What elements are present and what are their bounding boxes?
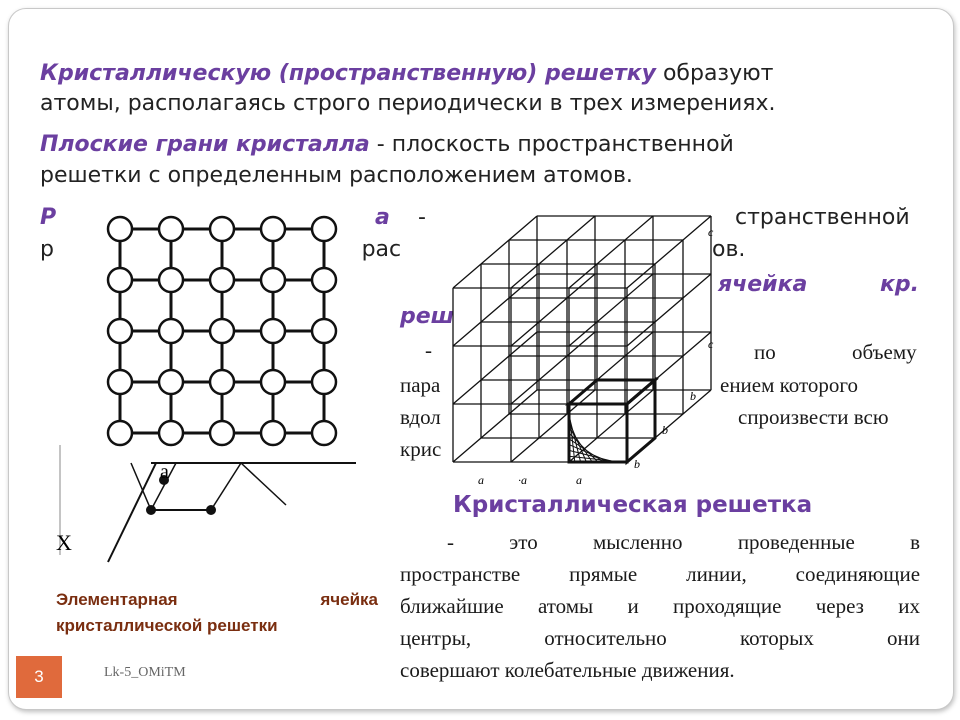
- lattice-atom: [261, 319, 285, 343]
- lattice-atom: [210, 421, 234, 445]
- paragraph-4-term: ячейка: [718, 272, 808, 297]
- definition-word: прямые: [569, 562, 638, 586]
- paragraph-5-frag-3: пара: [400, 373, 441, 397]
- caption-word-2: ячейка: [320, 590, 378, 609]
- cube-label-a-3: a: [576, 473, 582, 486]
- definition-dash: -: [447, 530, 454, 554]
- caption-word-1: Элементарная: [56, 590, 178, 609]
- definition-word: относительно: [544, 626, 667, 650]
- lattice-atom: [108, 319, 132, 343]
- cube-label-c-1: c: [708, 337, 714, 351]
- definition-word: пространстве: [400, 562, 521, 586]
- cube-label-c-2: c: [708, 225, 714, 239]
- lattice-atom: [312, 370, 336, 394]
- cube-label-a-2: ·a: [518, 473, 527, 486]
- definition-word: проведенные: [737, 530, 855, 554]
- definition-word: в: [910, 530, 921, 554]
- figure-caption-line-1: [56, 590, 378, 610]
- lattice-atom: [261, 217, 285, 241]
- paragraph-3-rest: странственной: [735, 205, 910, 230]
- lattice-atom: [159, 319, 183, 343]
- lattice-atom: [312, 421, 336, 445]
- paragraph-3-line-2-end: ов.: [712, 237, 746, 262]
- footer-label: Lk-5_OMiTM: [104, 665, 186, 680]
- paragraph-2-line-1: [40, 132, 734, 157]
- definition-word: ближайшие: [400, 594, 504, 618]
- lattice-atom: [159, 370, 183, 394]
- paragraph-4-term-2: кр.: [880, 272, 920, 297]
- paragraph-5-dash: -: [425, 338, 432, 362]
- definition-line-4: [400, 626, 920, 651]
- figure-caption-line-2: кристаллической решетки: [56, 616, 278, 635]
- lattice-atom: [159, 421, 183, 445]
- lattice-atom: [159, 268, 183, 292]
- lattice-atom: [108, 268, 132, 292]
- square-lattice-figure: [56, 205, 356, 575]
- definition-word: соединяющие: [795, 562, 921, 586]
- paragraph-2-rest: плоскость пространственной: [391, 132, 734, 157]
- paragraph-5-frag-1: по: [754, 340, 776, 364]
- lattice-atom: [210, 370, 234, 394]
- paragraph-3-line-2-mid: м рас: [338, 237, 402, 262]
- lattice-atom: [210, 217, 234, 241]
- cube-label-b-3: b: [690, 389, 696, 403]
- definition-word: центры,: [400, 626, 472, 650]
- paragraph-3-line-2-start: р: [40, 237, 54, 262]
- lattice-atom: [261, 421, 285, 445]
- axis-label-x: X: [56, 530, 72, 555]
- term-crystal-lattice: Кристаллическую (пространственную) решетку: [40, 61, 656, 86]
- cubic-lattice-figure: [438, 204, 738, 486]
- term-flat-faces: Плоские грани кристалла: [40, 132, 370, 157]
- lattice-atom: [312, 319, 336, 343]
- paragraph-1-rest: образуют: [655, 61, 774, 86]
- lattice-atom: [108, 217, 132, 241]
- lattice-atom: [210, 319, 234, 343]
- paragraph-2-dash: -: [369, 132, 392, 157]
- paragraph-4-line-2: реш: [400, 304, 455, 329]
- definition-word: проходящие: [673, 594, 782, 618]
- definition-word: атомы: [537, 594, 594, 618]
- definition-line-3: [400, 594, 920, 619]
- cube-label-a-1: a: [478, 473, 484, 486]
- lattice-atom: [261, 268, 285, 292]
- paragraph-1-line-2: атомы, располагаясь строго периодически в трех измерениях.: [40, 91, 776, 116]
- cube-label-b-1: b: [634, 457, 640, 471]
- definition-word: это: [509, 530, 538, 554]
- definition-word: их: [898, 594, 921, 618]
- paragraph-5-frag-4: ением которого: [720, 373, 859, 397]
- definition-word: через: [815, 594, 864, 618]
- definition-word: они: [887, 626, 921, 650]
- lattice-atom: [312, 217, 336, 241]
- definition-line-5: совершают колебательные движения.: [400, 658, 735, 682]
- lattice-atom: [210, 268, 234, 292]
- lattice-atom: [108, 421, 132, 445]
- definition-line-2: [400, 562, 920, 587]
- definition-word: и: [627, 594, 639, 618]
- unit-cell-front-face: [569, 404, 627, 462]
- paragraph-2-line-2: решетки с определенным расположением атомов.: [40, 163, 633, 188]
- paragraph-5-frag-7: крис: [400, 437, 442, 461]
- section-heading: Кристаллическая решетка: [453, 492, 813, 518]
- lattice-atom: [159, 217, 183, 241]
- paragraph-1-line-1: [40, 61, 774, 86]
- definition-line-1: [400, 530, 920, 555]
- paragraph-5-frag-2: объему: [852, 340, 917, 364]
- definition-word: мысленно: [593, 530, 683, 554]
- lattice-atom: [108, 370, 132, 394]
- cube-label-b-2: b: [662, 423, 668, 437]
- lattice-atom: [312, 268, 336, 292]
- page-number-badge: 3: [16, 656, 62, 698]
- lattice-atom: [261, 370, 285, 394]
- paragraph-3-lead: Р: [40, 205, 57, 230]
- definition-word: линии,: [686, 562, 747, 586]
- paragraph-5-frag-6: спроизвести всю: [738, 405, 889, 429]
- axis-label-a: a: [160, 461, 169, 483]
- paragraph-3-term-end: а: [375, 205, 390, 230]
- paragraph-3-dash: -: [418, 205, 426, 230]
- definition-word: которых: [739, 626, 814, 650]
- paragraph-5-frag-5: вдол: [400, 405, 441, 429]
